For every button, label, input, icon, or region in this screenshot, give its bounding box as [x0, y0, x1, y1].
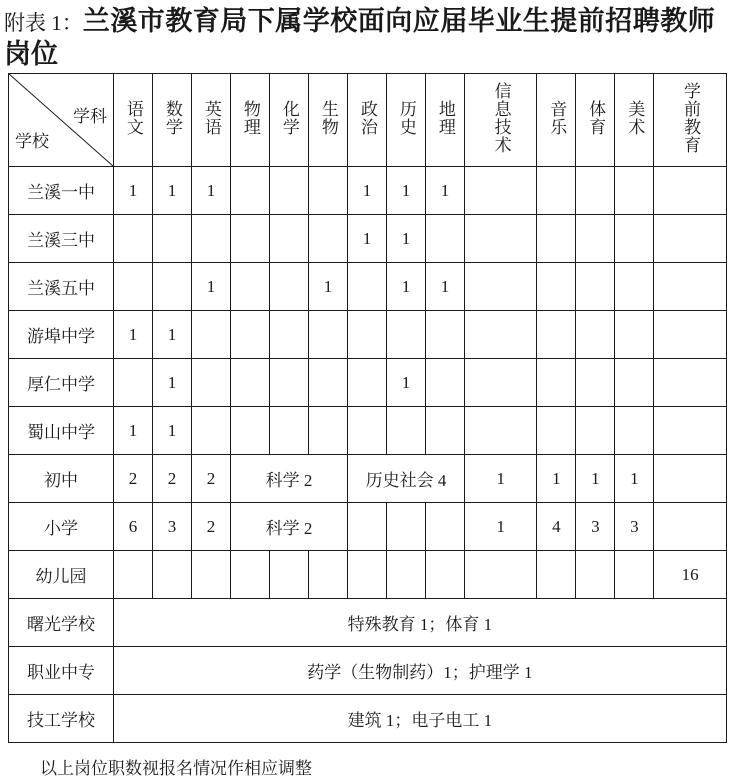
- column-header-label: 历史: [396, 99, 416, 136]
- value-cell: [537, 215, 576, 263]
- table-row: [9, 359, 727, 407]
- table-row: [9, 167, 727, 215]
- value-cell: [309, 407, 348, 455]
- column-header: [387, 74, 426, 167]
- table-row: [9, 407, 727, 455]
- value-cell: [537, 551, 576, 599]
- value-cell: [270, 311, 309, 359]
- value-cell: [426, 215, 465, 263]
- value-cell: [114, 551, 153, 599]
- column-header: [231, 74, 270, 167]
- value-cell: [465, 311, 537, 359]
- value-cell: [615, 359, 654, 407]
- value-cell: [114, 263, 153, 311]
- column-header-label: 学前教育: [680, 81, 700, 154]
- table-row: [9, 215, 727, 263]
- column-header-label: 数学: [162, 99, 182, 136]
- value-cell: [576, 263, 615, 311]
- value-cell: [387, 551, 426, 599]
- corner-cell: [9, 74, 114, 167]
- column-header: [270, 74, 309, 167]
- value-cell: [348, 407, 387, 455]
- value-cell: [153, 215, 192, 263]
- column-header: [114, 74, 153, 167]
- value-cell: 1: [114, 311, 153, 359]
- document-title: [0, 0, 750, 69]
- value-cell: [465, 359, 537, 407]
- column-header-label: 化学: [279, 99, 299, 136]
- footer-note: 以上岗位职数视报名情况作相应调整: [40, 759, 312, 778]
- merged-cell: 特殊教育 1；体育 1: [114, 599, 727, 647]
- value-cell: [654, 455, 726, 503]
- value-cell: [615, 551, 654, 599]
- value-cell: [192, 311, 231, 359]
- value-cell: [654, 311, 726, 359]
- table-row: [9, 551, 727, 599]
- value-cell: [615, 167, 654, 215]
- value-cell: 1: [309, 263, 348, 311]
- column-header: [348, 74, 387, 167]
- value-cell: [231, 167, 270, 215]
- value-cell: [615, 263, 654, 311]
- value-cell: 1: [153, 359, 192, 407]
- value-cell: [537, 407, 576, 455]
- table-row: [9, 599, 727, 647]
- value-cell: [426, 407, 465, 455]
- value-cell: 1: [153, 167, 192, 215]
- value-cell: [654, 167, 726, 215]
- value-cell: 6: [114, 503, 153, 551]
- value-cell: [309, 215, 348, 263]
- merged-cell: 建筑 1；电子电工 1: [114, 695, 727, 743]
- value-cell: [348, 503, 387, 551]
- value-cell: [537, 263, 576, 311]
- value-cell: [576, 359, 615, 407]
- value-cell: [465, 263, 537, 311]
- title-main-text: 兰溪市教育局下属学校面向应届毕业生提前招聘教师: [82, 6, 716, 36]
- value-cell: [426, 311, 465, 359]
- value-cell: [426, 551, 465, 599]
- value-cell: 3: [153, 503, 192, 551]
- value-cell: 1: [153, 311, 192, 359]
- value-cell: [192, 359, 231, 407]
- column-header: [615, 74, 654, 167]
- value-cell: 1: [576, 455, 615, 503]
- merged-cell: 科学 2: [231, 503, 348, 551]
- value-cell: [270, 407, 309, 455]
- value-cell: [537, 167, 576, 215]
- corner-school-label: 学校: [15, 132, 49, 151]
- title-line-1: [4, 6, 748, 39]
- value-cell: [387, 407, 426, 455]
- corner-subject-label: 学科: [73, 107, 107, 126]
- school-cell: 初中: [9, 455, 114, 503]
- value-cell: [576, 167, 615, 215]
- school-cell: 兰溪一中: [9, 167, 114, 215]
- school-cell: 幼儿园: [9, 551, 114, 599]
- value-cell: 1: [537, 455, 576, 503]
- column-header: [576, 74, 615, 167]
- value-cell: [654, 359, 726, 407]
- value-cell: 1: [387, 263, 426, 311]
- school-cell: 兰溪三中: [9, 215, 114, 263]
- value-cell: 4: [537, 503, 576, 551]
- value-cell: [231, 359, 270, 407]
- value-cell: [231, 263, 270, 311]
- column-header-label: 语文: [123, 99, 143, 136]
- school-cell: 职业中专: [9, 647, 114, 695]
- school-cell: 游埠中学: [9, 311, 114, 359]
- column-header-label: 信息技术: [491, 81, 511, 154]
- column-header-label: 美术: [625, 99, 645, 136]
- column-header: [309, 74, 348, 167]
- value-cell: 1: [426, 167, 465, 215]
- value-cell: [348, 263, 387, 311]
- value-cell: 2: [192, 455, 231, 503]
- value-cell: 1: [192, 263, 231, 311]
- title-prefix: 附表 1：: [4, 11, 83, 35]
- value-cell: [615, 311, 654, 359]
- school-cell: 曙光学校: [9, 599, 114, 647]
- value-cell: [465, 407, 537, 455]
- value-cell: [576, 551, 615, 599]
- column-header-label: 政治: [357, 99, 377, 136]
- value-cell: [537, 311, 576, 359]
- column-header-label: 音乐: [547, 99, 567, 136]
- value-cell: [270, 551, 309, 599]
- value-cell: [465, 215, 537, 263]
- value-cell: [114, 359, 153, 407]
- value-cell: [231, 407, 270, 455]
- table-row: [9, 311, 727, 359]
- value-cell: 1: [114, 167, 153, 215]
- value-cell: 1: [387, 167, 426, 215]
- value-cell: [576, 407, 615, 455]
- header-row: [9, 74, 727, 167]
- value-cell: 1: [465, 503, 537, 551]
- value-cell: [192, 407, 231, 455]
- table-row: [9, 455, 727, 503]
- school-cell: 小学: [9, 503, 114, 551]
- value-cell: [654, 263, 726, 311]
- table-body: [9, 167, 727, 743]
- title-line-2: 岗位: [4, 39, 58, 69]
- column-header-label: 地理: [435, 99, 455, 136]
- value-cell: [426, 359, 465, 407]
- school-cell: 兰溪五中: [9, 263, 114, 311]
- value-cell: [153, 263, 192, 311]
- value-cell: [576, 311, 615, 359]
- value-cell: 2: [192, 503, 231, 551]
- value-cell: 1: [348, 167, 387, 215]
- column-header: [654, 74, 726, 167]
- value-cell: [654, 503, 726, 551]
- value-cell: [231, 311, 270, 359]
- value-cell: [426, 503, 465, 551]
- value-cell: [348, 359, 387, 407]
- value-cell: 1: [114, 407, 153, 455]
- school-cell: 厚仁中学: [9, 359, 114, 407]
- table-row: [9, 503, 727, 551]
- column-header: [153, 74, 192, 167]
- merged-cell: 科学 2: [231, 455, 348, 503]
- value-cell: [114, 215, 153, 263]
- value-cell: 1: [348, 215, 387, 263]
- value-cell: [153, 551, 192, 599]
- column-header-label: 生物: [318, 99, 338, 136]
- value-cell: 1: [192, 167, 231, 215]
- value-cell: [192, 215, 231, 263]
- column-header: [465, 74, 537, 167]
- value-cell: 1: [387, 359, 426, 407]
- column-header-label: 体育: [586, 99, 606, 136]
- column-header: [192, 74, 231, 167]
- table-row: [9, 263, 727, 311]
- column-header-label: 英语: [201, 99, 221, 136]
- value-cell: 1: [387, 215, 426, 263]
- value-cell: [387, 311, 426, 359]
- value-cell: [309, 167, 348, 215]
- merged-cell: 历史社会 4: [348, 455, 465, 503]
- value-cell: [270, 167, 309, 215]
- value-cell: [270, 359, 309, 407]
- value-cell: 1: [465, 455, 537, 503]
- table-row: [9, 695, 727, 743]
- value-cell: [348, 551, 387, 599]
- value-cell: 2: [114, 455, 153, 503]
- value-cell: [465, 551, 537, 599]
- column-header: [537, 74, 576, 167]
- positions-table: [8, 73, 727, 743]
- column-header-label: 物理: [240, 99, 260, 136]
- school-cell: 技工学校: [9, 695, 114, 743]
- school-cell: 蜀山中学: [9, 407, 114, 455]
- value-cell: [615, 215, 654, 263]
- value-cell: [465, 167, 537, 215]
- value-cell: [654, 215, 726, 263]
- table-row: [9, 647, 727, 695]
- value-cell: 16: [654, 551, 726, 599]
- column-header: [426, 74, 465, 167]
- value-cell: [348, 311, 387, 359]
- value-cell: [537, 359, 576, 407]
- value-cell: [654, 407, 726, 455]
- value-cell: 1: [153, 407, 192, 455]
- value-cell: [231, 215, 270, 263]
- value-cell: [309, 311, 348, 359]
- value-cell: 3: [615, 503, 654, 551]
- value-cell: [576, 215, 615, 263]
- value-cell: [270, 215, 309, 263]
- value-cell: [231, 551, 270, 599]
- value-cell: [270, 263, 309, 311]
- value-cell: [309, 551, 348, 599]
- value-cell: 2: [153, 455, 192, 503]
- value-cell: [615, 407, 654, 455]
- value-cell: 3: [576, 503, 615, 551]
- value-cell: 1: [615, 455, 654, 503]
- value-cell: [192, 551, 231, 599]
- value-cell: 1: [426, 263, 465, 311]
- value-cell: [309, 359, 348, 407]
- value-cell: [387, 503, 426, 551]
- merged-cell: 药学（生物制药）1；护理学 1: [114, 647, 727, 695]
